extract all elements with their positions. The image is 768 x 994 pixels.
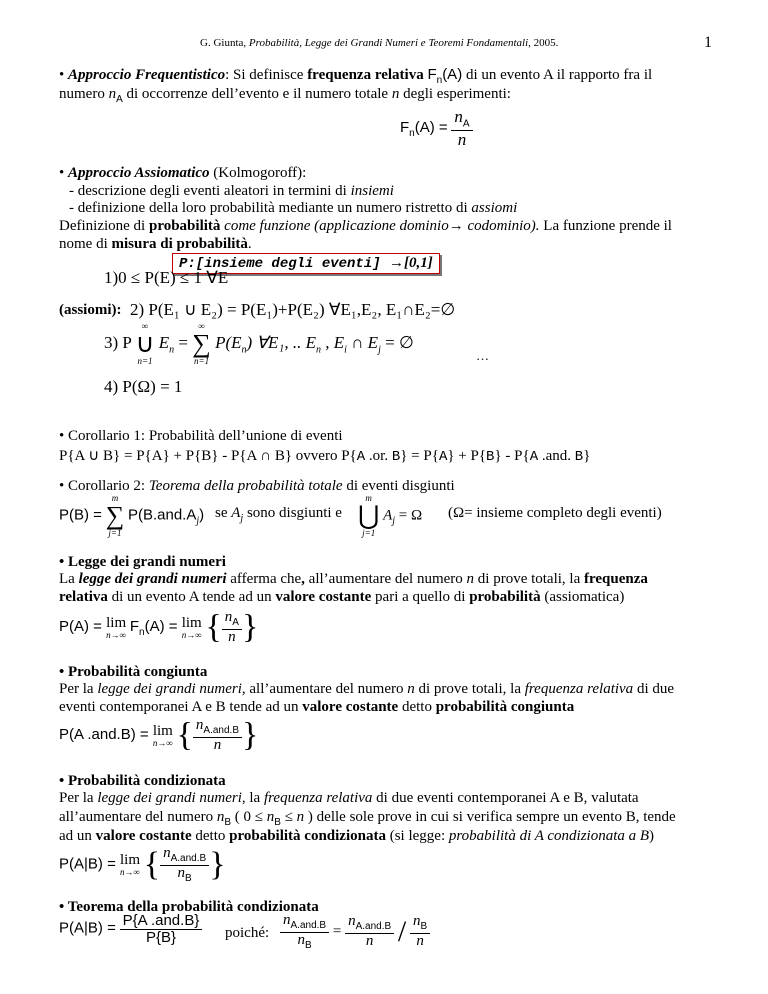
conditional-line-1: Per la legge dei grandi numeri, la frequenza relativa di due eventi contemporanei A e B, valutata xyxy=(59,790,639,806)
page-number: 1 xyxy=(704,34,712,51)
theorem-formula: P(A|B) = $\frac{\text{P\{A .and.B\}}}{P\{B\}}$ xyxy=(59,913,202,959)
joint-line-1: Per la legge dei grandi numeri, all’aumentare del numero n di prove totali, la frequenza relativa di due xyxy=(59,681,675,697)
joint-heading: • Probabilità congiunta xyxy=(59,664,208,680)
conditional-formula: P(A|B) = lim n→∞ { $\frac{n_{A.and.B}}{n_B}$ } xyxy=(59,845,226,884)
axiomatic-heading: Approccio Assiomatico xyxy=(68,165,210,181)
lln-line-1: La legge dei grandi numeri afferma che, all’aumentare del numero n di prove totali, la frequenza xyxy=(59,571,648,587)
axiomatic-definition-1: Definizione di probabilità come funzione (applicazione dominio→ codominio). La funzione prende il xyxy=(59,218,672,234)
frequentist-line-1 xyxy=(59,66,652,86)
header-year: , 2005. xyxy=(528,37,559,49)
axiom-4: 4) P(Ω) = 1 xyxy=(104,377,183,396)
conditional-line-3: ad un valore costante detto probabilità condizionata (si legge: probabilità di A condizionata a B) xyxy=(59,828,655,844)
corollary-2-formula: P(B) = m ∑ j=1 $P(B.and.A_j)$ xyxy=(59,493,205,538)
theorem-poiche: poiché: xyxy=(225,925,270,941)
corollary-2-title: • Corollario 2: Teorema della probabilità totale di eventi disgiunti xyxy=(59,478,455,494)
corollary-1-title: • Corollario 1: Probabilità dell’unione di eventi xyxy=(59,428,343,444)
axiom-2: 2) P(E₁ ∪ E₂) = P(E₁)+P(E₂) ∀E₁,E₂, E₁∩E₂=∅ xyxy=(130,300,456,319)
axiomatic-definition-2: nome di misura di probabilità. xyxy=(59,236,252,252)
bullet: • xyxy=(59,67,69,83)
text: di un evento A il rapporto fra il xyxy=(462,67,653,83)
axiomatic-line-1: • Approccio Assiomatico (Kolmogoroff): xyxy=(59,165,307,181)
text: : Si definisce xyxy=(225,67,308,83)
axiomatic-item-2: - definizione della loro probabilità mediante un numero ristretto di assiomi xyxy=(69,200,518,216)
axiomatic-item-1: - descrizione degli eventi aleatori in termini di insiemi xyxy=(69,183,394,199)
axioms-label: (assiomi): xyxy=(59,302,122,318)
header-title: Probabilità, Legge dei Grandi Numeri e Teoremi Fondamentali xyxy=(248,37,529,49)
joint-formula: P(A .and.B) = lim n→∞ { $\frac{n_{A.and.B}}{n}$ } xyxy=(59,716,259,754)
frequentist-line-2: numero $n_A$ di occorrenze dell’evento e il numero totale n degli esperimenti: xyxy=(59,86,511,105)
symbol-fn: $F_n(A)$ xyxy=(427,66,463,86)
conditional-heading: • Probabilità condizionata xyxy=(59,773,226,789)
axiom-1: 1)0 ≤ P(E) ≤ 1 ∀E xyxy=(104,268,229,287)
conditional-line-2: all’aumentare del numero $n_B$ ( $0 \le n_B \le n$ ) delle sole prove in cui si verifica sempre un evento B, tende xyxy=(59,809,676,828)
lln-heading: • Legge dei grandi numeri xyxy=(59,554,226,570)
term-frequenza-relativa: frequenza relativa xyxy=(307,67,424,83)
corollary-2-note: (Ω= insieme completo degli eventi) xyxy=(448,505,662,521)
corollary-2-condition: se $A_j$ sono disgiunti e xyxy=(215,505,342,524)
corollary-2-union: m ⋃ j=1 $A_j = \Omega$ xyxy=(358,493,423,538)
lln-formula: P(A) = lim n→∞ $F_n(A)$ = lim n→∞ { $\frac{n_A}{n}$ } xyxy=(59,608,259,646)
theorem-heading: • Teorema della probabilità condizionata xyxy=(59,899,319,915)
joint-line-2: eventi contemporanei A e B tende ad un valore costante detto probabilità congiunta xyxy=(59,699,575,715)
header-author: G. Giunta, xyxy=(200,37,249,49)
corollary-1-formula: P{A ∪ B} = P{A} + P{B} - P{A ∩ B} ovvero P{A .or. B} = P{A} + P{B} - P{A .and. B} xyxy=(59,448,591,465)
lln-line-2: relativa di un evento A tende ad un valore costante pari a quello di probabilità (assiomatica) xyxy=(59,589,625,605)
probability-measure-box: P:[insieme degli eventi] →[0,1] xyxy=(172,253,440,274)
frequentist-heading: Approccio Frequentistico xyxy=(68,67,226,83)
formula-relative-frequency: $F_n(A)$ = $\frac{n_A}{n}$ xyxy=(400,108,473,149)
running-header xyxy=(200,37,558,49)
axiom-3-dots: … xyxy=(476,348,489,363)
theorem-ratio: $\frac{n_{A.and.B}}{n_B}$ = $\frac{n_{A.and.B}}{n}$ / $\frac{n_B}{n}$ xyxy=(280,913,430,959)
axiom-3: 3) P ∞ ∪ n=1 $E_n$ = ∞ ∑ n=1 $P(E_n)$ ∀E₁, .. $E_n$ , $E_i$ ∩ $E_j$ = ∅ xyxy=(104,321,414,366)
